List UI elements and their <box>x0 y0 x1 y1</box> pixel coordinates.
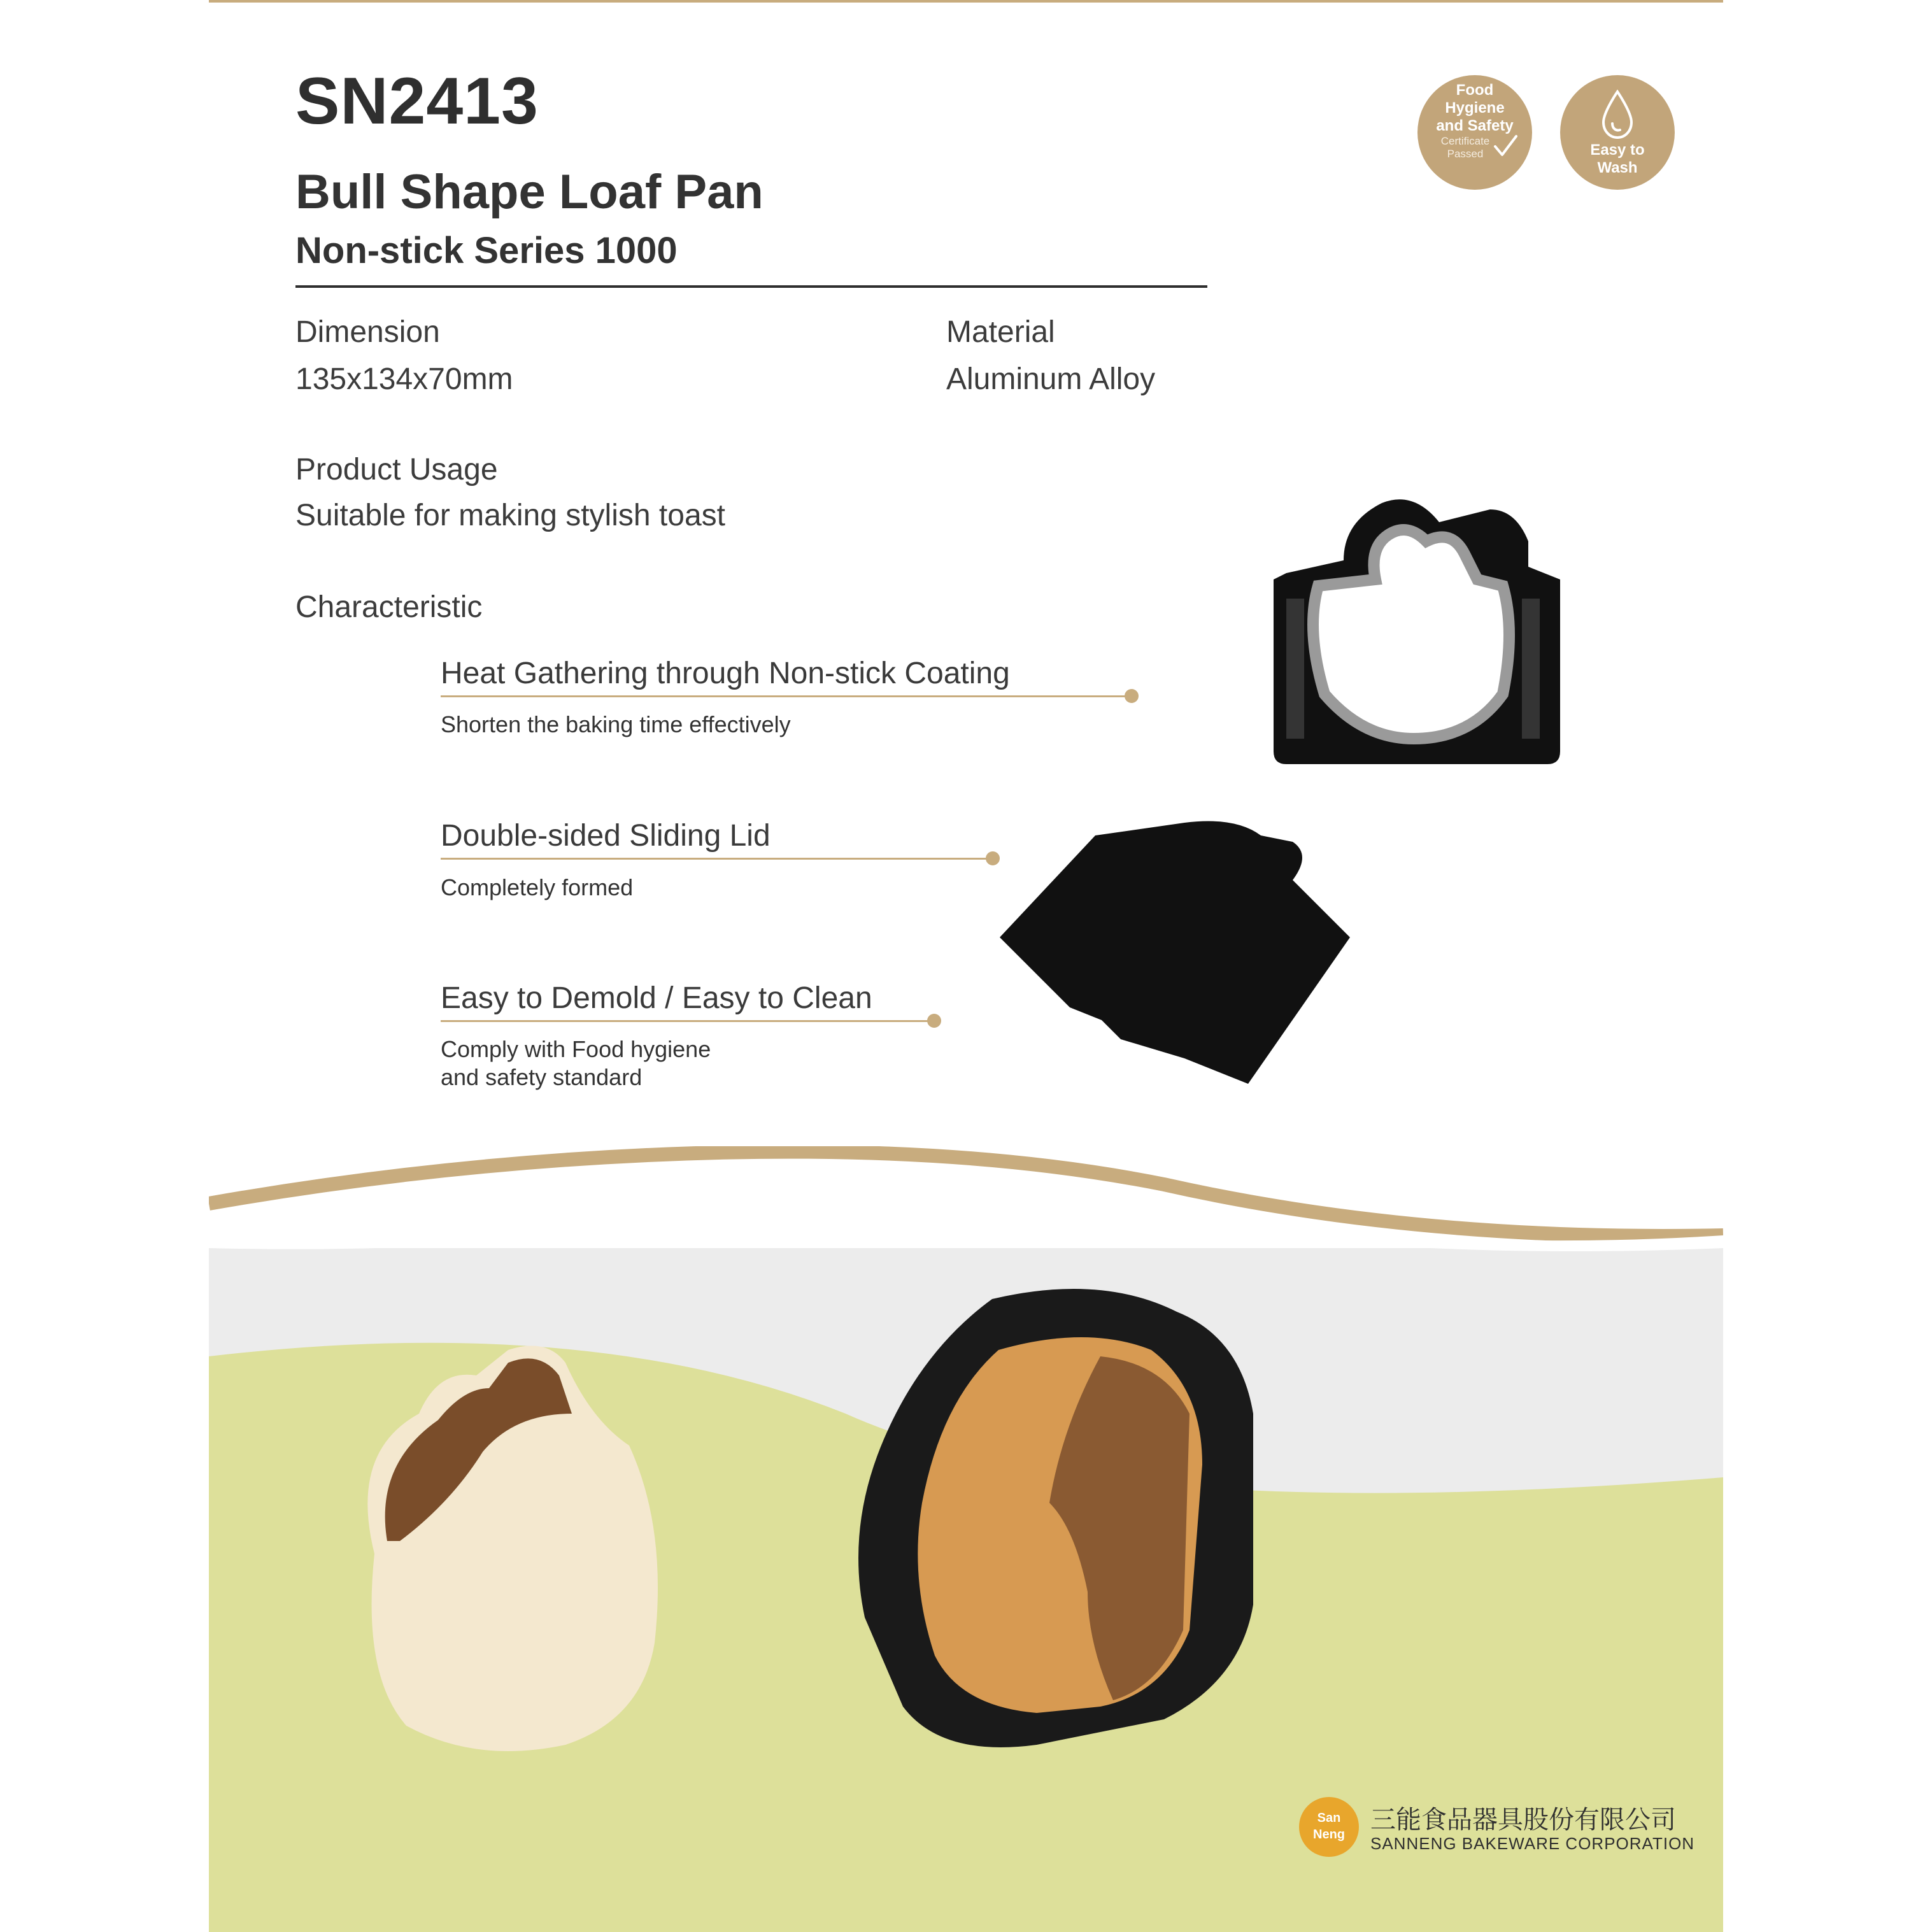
food-hygiene-badge <box>1417 75 1532 190</box>
title-divider <box>295 285 1207 288</box>
feature-title: Easy to Demold / Easy to Clean <box>441 981 872 1015</box>
checkmark-icon <box>1493 134 1518 159</box>
logo-text: Neng <box>1313 1828 1345 1842</box>
top-gold-rule <box>209 0 1723 3</box>
feature-description: Shorten the baking time effectively <box>441 711 791 737</box>
dimension-label: Dimension <box>295 315 440 349</box>
feature-description-line: and safety standard <box>441 1064 643 1090</box>
badge-text: Certificate <box>1440 135 1490 147</box>
easy-wash-badge <box>1560 75 1675 190</box>
feature-description <box>441 1035 711 1091</box>
sliding-lid-illustration <box>993 816 1350 1090</box>
badge-text: and Safety <box>1436 117 1514 134</box>
material-label: Material <box>946 315 1055 349</box>
product-title: Bull Shape Loaf Pan <box>295 165 764 219</box>
water-drop-icon <box>1600 89 1635 140</box>
feature-underline <box>441 695 1133 697</box>
badge-text: Food <box>1456 82 1494 99</box>
feature-title: Double-sided Sliding Lid <box>441 819 771 853</box>
usage-label: Product Usage <box>295 453 498 487</box>
feature-pointer-dot <box>1125 689 1139 703</box>
product-series: Non-stick Series 1000 <box>295 230 678 271</box>
badge-text: Hygiene <box>1445 99 1505 117</box>
sanneng-logo <box>1299 1797 1359 1857</box>
badge-text: Passed <box>1447 148 1484 160</box>
feature-description: Completely formed <box>441 874 634 900</box>
brand-name-english: SANNENG BAKEWARE CORPORATION <box>1370 1834 1695 1853</box>
material-value: Aluminum Alloy <box>946 362 1156 396</box>
dimension-value: 135x134x70mm <box>295 362 513 396</box>
feature-pointer-dot <box>927 1014 941 1028</box>
logo-text: San <box>1317 1811 1341 1825</box>
feature-underline <box>441 1020 937 1022</box>
feature-description-line: Comply with Food hygiene <box>441 1036 711 1062</box>
badge-text: Wash <box>1597 159 1638 176</box>
model-number: SN2413 <box>295 64 539 138</box>
feature-underline <box>441 858 992 860</box>
pan-frame-illustration <box>1248 484 1579 777</box>
badge-text: Easy to <box>1590 141 1645 159</box>
usage-value: Suitable for making stylish toast <box>295 499 725 532</box>
feature-title: Heat Gathering through Non-stick Coating <box>441 657 1010 690</box>
characteristic-label: Characteristic <box>295 590 483 624</box>
brand-name-chinese: 三能食品器具股份有限公司 <box>1370 1805 1676 1835</box>
